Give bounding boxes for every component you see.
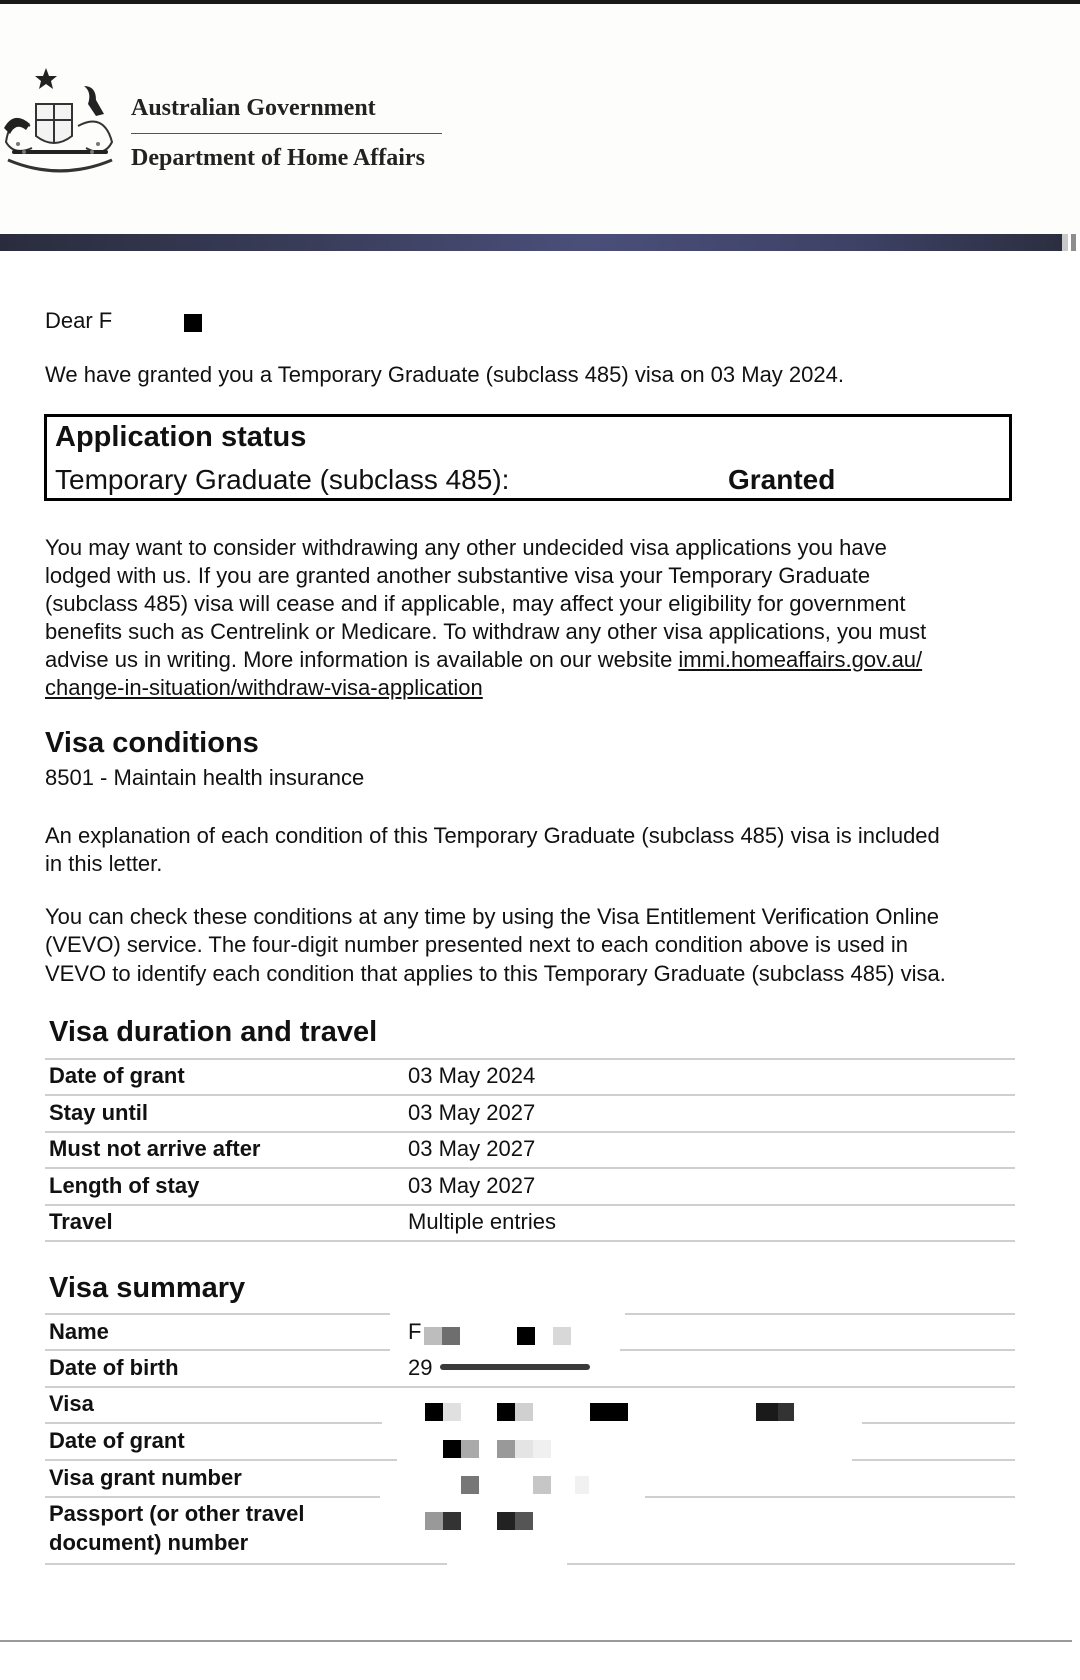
table-rule — [862, 1422, 1015, 1424]
pixelated-redaction — [424, 1327, 442, 1345]
table-rule — [45, 1094, 1015, 1096]
pixelated-redaction — [515, 1440, 533, 1458]
table-rule — [45, 1204, 1015, 1206]
table-rule — [45, 1131, 1015, 1133]
duration-row-value: 03 May 2027 — [408, 1100, 536, 1125]
application-status-value: Granted — [728, 464, 836, 495]
duration-row-value: 03 May 2027 — [408, 1173, 536, 1198]
conditions-explanation-line: An explanation of each condition of this Temporary Graduate (subclass 485) visa is included — [45, 823, 940, 848]
withdraw-notice-line: (subclass 485) visa will cease and if applicable, may affect your eligibility for government — [45, 591, 906, 616]
website-link-continued[interactable]: change-in-situation/withdraw-visa-application — [45, 675, 483, 700]
visa-conditions-heading: Visa conditions — [45, 727, 259, 759]
summary-row-label-continued: document) number — [49, 1530, 249, 1555]
grant-sentence: We have granted you a Temporary Graduate (subclass 485) visa on 03 May 2024. — [45, 362, 844, 387]
visa-summary-heading: Visa summary — [49, 1272, 246, 1304]
pixelated-redaction — [553, 1327, 571, 1345]
withdraw-notice-line: lodged with us. If you are granted another substantive visa your Temporary Graduate — [45, 563, 871, 588]
pixelated-redaction — [443, 1403, 461, 1421]
pixelated-redaction — [778, 1403, 794, 1421]
pixelated-redaction — [497, 1512, 515, 1530]
pixelated-redaction — [515, 1403, 533, 1421]
pixelated-redaction — [461, 1476, 479, 1494]
department-name: Department of Home Affairs — [131, 145, 425, 171]
summary-row-label: Passport (or other travel — [49, 1501, 305, 1526]
government-name: Australian Government — [131, 95, 376, 121]
redaction-block — [425, 1403, 443, 1421]
table-rule — [45, 1058, 1015, 1060]
duration-row-label: Length of stay — [49, 1173, 200, 1198]
pixelated-redaction — [533, 1476, 551, 1494]
banner-tail — [1062, 234, 1068, 251]
redaction-block — [517, 1327, 535, 1345]
summary-row-label: Visa — [49, 1391, 94, 1416]
duration-row-value: 03 May 2024 — [408, 1063, 536, 1088]
table-rule — [45, 1240, 1015, 1242]
redaction-block — [184, 314, 202, 332]
withdraw-notice-line: You may want to consider withdrawing any other undecided visa applications you have — [45, 535, 887, 560]
table-rule — [45, 1422, 382, 1424]
coat-of-arms-icon — [0, 64, 120, 179]
summary-row-label: Name — [49, 1319, 109, 1344]
vevo-paragraph-line: VEVO to identify each condition that applies to this Temporary Graduate (subclass 485) visa. — [45, 961, 946, 986]
summary-row-value: 29 — [408, 1355, 433, 1380]
table-rule — [852, 1459, 1015, 1461]
conditions-explanation-line: in this letter. — [45, 851, 163, 876]
website-link[interactable]: immi.homeaffairs.gov.au/ — [678, 647, 923, 672]
letterhead-divider — [131, 133, 442, 134]
duration-row-label: Must not arrive after — [49, 1136, 261, 1161]
duration-row-value: 03 May 2027 — [408, 1136, 536, 1161]
application-status-box — [44, 414, 1012, 501]
pixelated-redaction — [533, 1440, 551, 1458]
redaction-block — [590, 1403, 628, 1421]
pixelated-redaction — [756, 1403, 778, 1421]
table-rule — [45, 1313, 390, 1315]
vevo-paragraph-line: You can check these conditions at any time by using the Visa Entitlement Verification Online — [45, 904, 939, 929]
duration-row-label: Travel — [49, 1209, 113, 1234]
withdraw-notice-line — [45, 646, 922, 674]
table-rule — [45, 1349, 390, 1351]
withdraw-notice-text: advise us in writing. More information is available on our website — [45, 647, 679, 672]
pixelated-redaction — [442, 1327, 460, 1345]
pixelated-redaction — [575, 1476, 589, 1494]
redaction-block — [443, 1440, 461, 1458]
summary-row-label: Date of birth — [49, 1355, 179, 1380]
salutation: Dear F — [45, 308, 113, 333]
summary-row-label: Visa grant number — [49, 1465, 242, 1490]
redaction-block — [497, 1403, 515, 1421]
visa-condition-item: 8501 - Maintain health insurance — [45, 765, 365, 790]
pixelated-redaction — [443, 1512, 461, 1530]
duration-row-label: Date of grant — [49, 1063, 185, 1088]
application-status-title: Application status — [55, 421, 307, 453]
table-rule — [620, 1349, 1015, 1351]
letterhead-banner — [0, 234, 1062, 251]
pixelated-redaction — [461, 1440, 479, 1458]
table-rule — [625, 1313, 1015, 1315]
summary-row-value: F — [408, 1319, 422, 1344]
summary-row-label: Date of grant — [49, 1428, 185, 1453]
table-rule — [45, 1496, 380, 1498]
table-rule — [45, 1563, 447, 1565]
vevo-paragraph-line: (VEVO) service. The four-digit number presented next to each condition above is used in — [45, 932, 908, 957]
duration-row-value: Multiple entries — [408, 1209, 556, 1234]
application-status-label: Temporary Graduate (subclass 485): — [55, 464, 510, 495]
table-rule — [567, 1563, 1015, 1565]
pixelated-redaction — [515, 1512, 533, 1530]
visa-duration-heading: Visa duration and travel — [49, 1016, 378, 1048]
table-rule — [645, 1496, 1015, 1498]
table-rule — [45, 1459, 397, 1461]
page-bottom-rule — [0, 1640, 1072, 1642]
banner-tail-dark — [1071, 234, 1076, 251]
withdraw-notice-line: benefits such as Centrelink or Medicare. To withdraw any other visa applications, you must — [45, 619, 927, 644]
pixelated-redaction — [497, 1440, 515, 1458]
table-rule — [45, 1167, 1015, 1169]
pixelated-redaction — [440, 1364, 590, 1370]
pixelated-redaction — [425, 1512, 443, 1530]
duration-row-label: Stay until — [49, 1100, 149, 1125]
table-rule — [45, 1386, 1015, 1388]
